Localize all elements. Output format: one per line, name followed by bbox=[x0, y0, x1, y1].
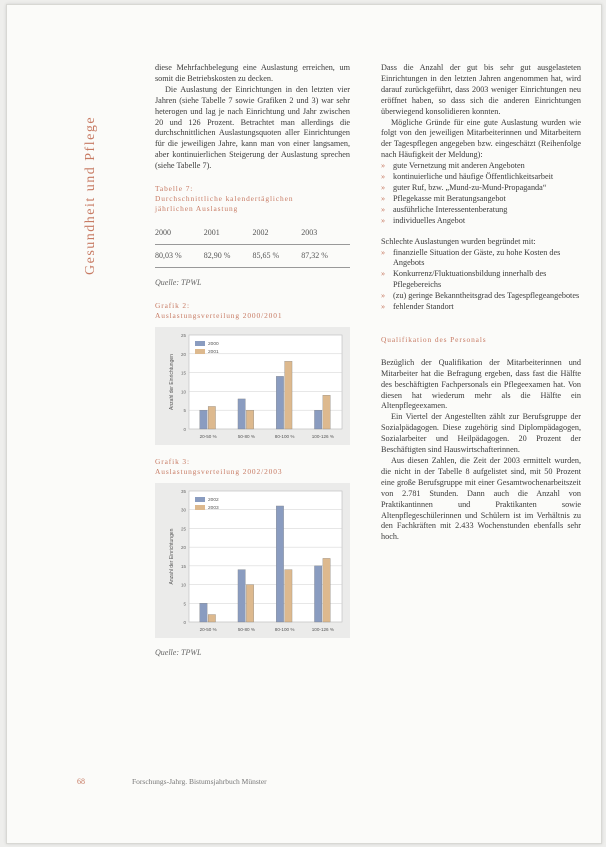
paragraph: diese Mehrfachbelegung eine Auslastung erreichen, um somit die Betriebskosten zu decken. bbox=[155, 63, 350, 83]
right-column bbox=[381, 63, 581, 543]
y-tick-label: 10 bbox=[180, 582, 186, 588]
table-cell: 85,65 % bbox=[253, 245, 302, 268]
y-tick-label: 35 bbox=[180, 488, 186, 494]
bar-2001 bbox=[208, 406, 215, 429]
bar-chart-2002-2003 bbox=[155, 483, 350, 638]
footer-source: Forschungs-Jahrg. Bistumsjahrbuch Münster bbox=[132, 777, 267, 786]
bar-2003 bbox=[208, 614, 215, 621]
y-tick-label: 5 bbox=[183, 408, 186, 414]
y-tick-label: 15 bbox=[180, 370, 186, 376]
y-tick-label: 0 bbox=[183, 619, 186, 625]
bar-2001 bbox=[323, 395, 330, 429]
bar-chart-2000-2001 bbox=[155, 327, 350, 445]
left-column bbox=[155, 63, 350, 659]
table-cell: 2002 bbox=[253, 222, 302, 245]
legend-label: 2000 bbox=[208, 341, 219, 347]
legend-swatch bbox=[195, 341, 205, 346]
caption-line: Auslastungsverteilung 2002/2003 bbox=[155, 466, 283, 476]
bar-2000 bbox=[238, 399, 245, 429]
bad-reasons-list bbox=[381, 248, 581, 313]
list-item: » finanzielle Situation der Gäste, zu hohe Kosten des Angebots bbox=[381, 248, 581, 270]
bar-2002 bbox=[238, 570, 245, 622]
caption-line: Grafik 2: bbox=[155, 300, 190, 310]
bar-2000 bbox=[314, 410, 321, 429]
document-page bbox=[6, 4, 602, 844]
legend-swatch bbox=[195, 349, 205, 354]
bar-2003 bbox=[323, 558, 330, 622]
table-cell: 2000 bbox=[155, 222, 204, 245]
y-tick-label: 30 bbox=[180, 507, 186, 513]
bar-2002 bbox=[276, 506, 283, 622]
table-cell: 2001 bbox=[204, 222, 253, 245]
good-reasons-list bbox=[381, 161, 581, 226]
list-item: » ausführliche Interessentenberatung bbox=[381, 205, 581, 216]
list-item: » guter Ruf, bzw. „Mund-zu-Mund-Propaganda“ bbox=[381, 183, 581, 194]
page-number: 68 bbox=[77, 777, 85, 786]
y-tick-label: 20 bbox=[180, 545, 186, 551]
bar-2002 bbox=[314, 566, 321, 622]
legend-label: 2003 bbox=[208, 505, 219, 511]
bar-2002 bbox=[200, 603, 207, 622]
list-item: » kontinuierliche und häufige Öffentlichkeitsarbeit bbox=[381, 172, 581, 183]
figure-caption bbox=[155, 301, 350, 321]
section-heading: Qualifikation des Personals bbox=[381, 334, 487, 344]
y-tick-label: 10 bbox=[180, 389, 186, 395]
source-note: Quelle: TPWL bbox=[155, 278, 202, 288]
y-tick-label: 20 bbox=[180, 351, 186, 357]
table-cell: 80,03 % bbox=[155, 245, 204, 268]
x-tick-label: 20-50 % bbox=[199, 626, 217, 632]
table-cell: 87,32 % bbox=[301, 245, 350, 268]
figure-caption bbox=[155, 457, 350, 477]
list-item: » Konkurrenz/Fluktuationsbildung innerhalb des Pflegebereichs bbox=[381, 269, 581, 291]
legend-label: 2002 bbox=[208, 497, 219, 503]
table-cell: 82,90 % bbox=[204, 245, 253, 268]
y-tick-label: 25 bbox=[180, 332, 186, 338]
section-side-title: Gesundheit und Pflege bbox=[83, 115, 98, 275]
paragraph: Ein Viertel der Angestellten zählt zur Berufsgruppe der Sozialpädagogen. Diese zugehörig sind Diplompädagogen, Sozialarbeiter und Heilpädagogen. 20 Prozent der Beschäftigten sind Hauswirtschafterinnen. bbox=[381, 412, 581, 455]
source-note: Quelle: TPWL bbox=[155, 647, 202, 657]
chart-3-container bbox=[155, 483, 350, 638]
bar-2001 bbox=[285, 361, 292, 429]
caption-line: Durchschnittliche kalendertäglichen bbox=[155, 194, 294, 204]
list-item: » fehlender Standort bbox=[381, 302, 581, 313]
bar-2001 bbox=[246, 410, 253, 429]
paragraph: Mögliche Gründe für eine gute Auslastung wurden wie folgt von den jeweiligen Mitarbeiterinnen und Mitarbeitern der Tagespflegen angegeben bzw. eingeschätzt (Reihenfolge nach Häufigkeit der Meldung): bbox=[381, 117, 581, 160]
y-tick-label: 5 bbox=[183, 601, 186, 607]
y-axis-label: Anzahl der Einrichtungen bbox=[169, 528, 175, 585]
paragraph: Die Auslastung der Einrichtungen in den letzten vier Jahren (siehe Tabelle 7 sowie Grafiken 2 und 3) war sehr heterogen und lag je nach Einrichtung und Jahr zwischen 20 und 126 Prozent. Betrachtet man allerdings die durchschnittlichen Auslastungsquoten aller Einrichtungen für die jeweiligen Jahre, kann man von einer langsamen, aber kontinuierlichen Steigerung der Auslastung sprechen (siehe Tabelle 7). bbox=[155, 84, 350, 171]
legend-label: 2001 bbox=[208, 349, 219, 355]
list-item: » gute Vernetzung mit anderen Angeboten bbox=[381, 161, 581, 172]
paragraph: Aus diesen Zahlen, die Zeit der 2003 ermittelt wurden, die nicht in der Tabelle 8 aufgelistet sind, mit 50 Prozent eine große Berufsgruppe mit einer Gesamtwochenarbeitszeit von 2.781 Stunden. Dann auch die Anzahl von Praktikantinnen und Praktikanten sowie Altenpflegeschülerinnen und Schülern ist im Verhältnis zu den Fachkräften mit 2.433 Wochenstunden ebenfalls sehr hoch. bbox=[381, 456, 581, 542]
list-item: » Pflegekasse mit Beratungsangebot bbox=[381, 194, 581, 205]
y-tick-label: 25 bbox=[180, 526, 186, 532]
paragraph: Bezüglich der Qualifikation der Mitarbeiterinnen und Mitarbeiter hat die Befragung ergeben, dass fast die Hälfte des beschäftigten Fachpersonals ein Pflegeexamen hat. Von diesen hat wiederum mehr als die Hälfte ein Altenpflegeexamen. bbox=[381, 357, 581, 411]
x-tick-label: 100-126 % bbox=[311, 626, 334, 632]
caption-line: Tabelle 7: bbox=[155, 184, 194, 194]
table-row bbox=[155, 222, 350, 245]
x-tick-label: 80-100 % bbox=[274, 626, 295, 632]
chart-2-container bbox=[155, 327, 350, 445]
paragraph: Dass die Anzahl der gut bis sehr gut ausgelasteten Einrichtungen in den letzten Jahren angenommen hat, wird darauf zurückgeführt, dass 2003 weniger Einrichtungen neu eröffnet haben, so dass sich die anderen Einrichtungen überwiegend konsolidieren konnten. bbox=[381, 63, 581, 116]
x-tick-label: 50-80 % bbox=[237, 626, 255, 632]
paragraph: Schlechte Auslastungen wurden begründet mit: bbox=[381, 236, 536, 246]
bar-2000 bbox=[200, 410, 207, 429]
x-tick-label: 80-100 % bbox=[274, 433, 295, 439]
list-item: » individuelles Angebot bbox=[381, 216, 581, 227]
y-tick-label: 15 bbox=[180, 563, 186, 569]
list-item: » (zu) geringe Bekanntheitsgrad des Tagespflegeangebotes bbox=[381, 291, 581, 302]
table-cell: 2003 bbox=[301, 222, 350, 245]
y-axis-label: Anzahl der Einrichtungen bbox=[169, 354, 175, 410]
x-tick-label: 50-80 % bbox=[237, 433, 255, 439]
utilization-table bbox=[155, 222, 350, 268]
caption-line: Auslastungsverteilung 2000/2001 bbox=[155, 310, 283, 320]
legend-swatch bbox=[195, 505, 205, 510]
x-tick-label: 20-50 % bbox=[199, 433, 217, 439]
x-tick-label: 100-126 % bbox=[311, 433, 334, 439]
caption-line: jährlichen Auslastung bbox=[155, 204, 239, 214]
bar-2003 bbox=[246, 585, 253, 622]
table-caption bbox=[155, 184, 350, 214]
caption-line: Grafik 3: bbox=[155, 456, 190, 466]
bar-2003 bbox=[285, 570, 292, 622]
table-row bbox=[155, 245, 350, 268]
y-tick-label: 0 bbox=[183, 426, 186, 432]
bar-2000 bbox=[276, 376, 283, 429]
legend-swatch bbox=[195, 497, 205, 502]
